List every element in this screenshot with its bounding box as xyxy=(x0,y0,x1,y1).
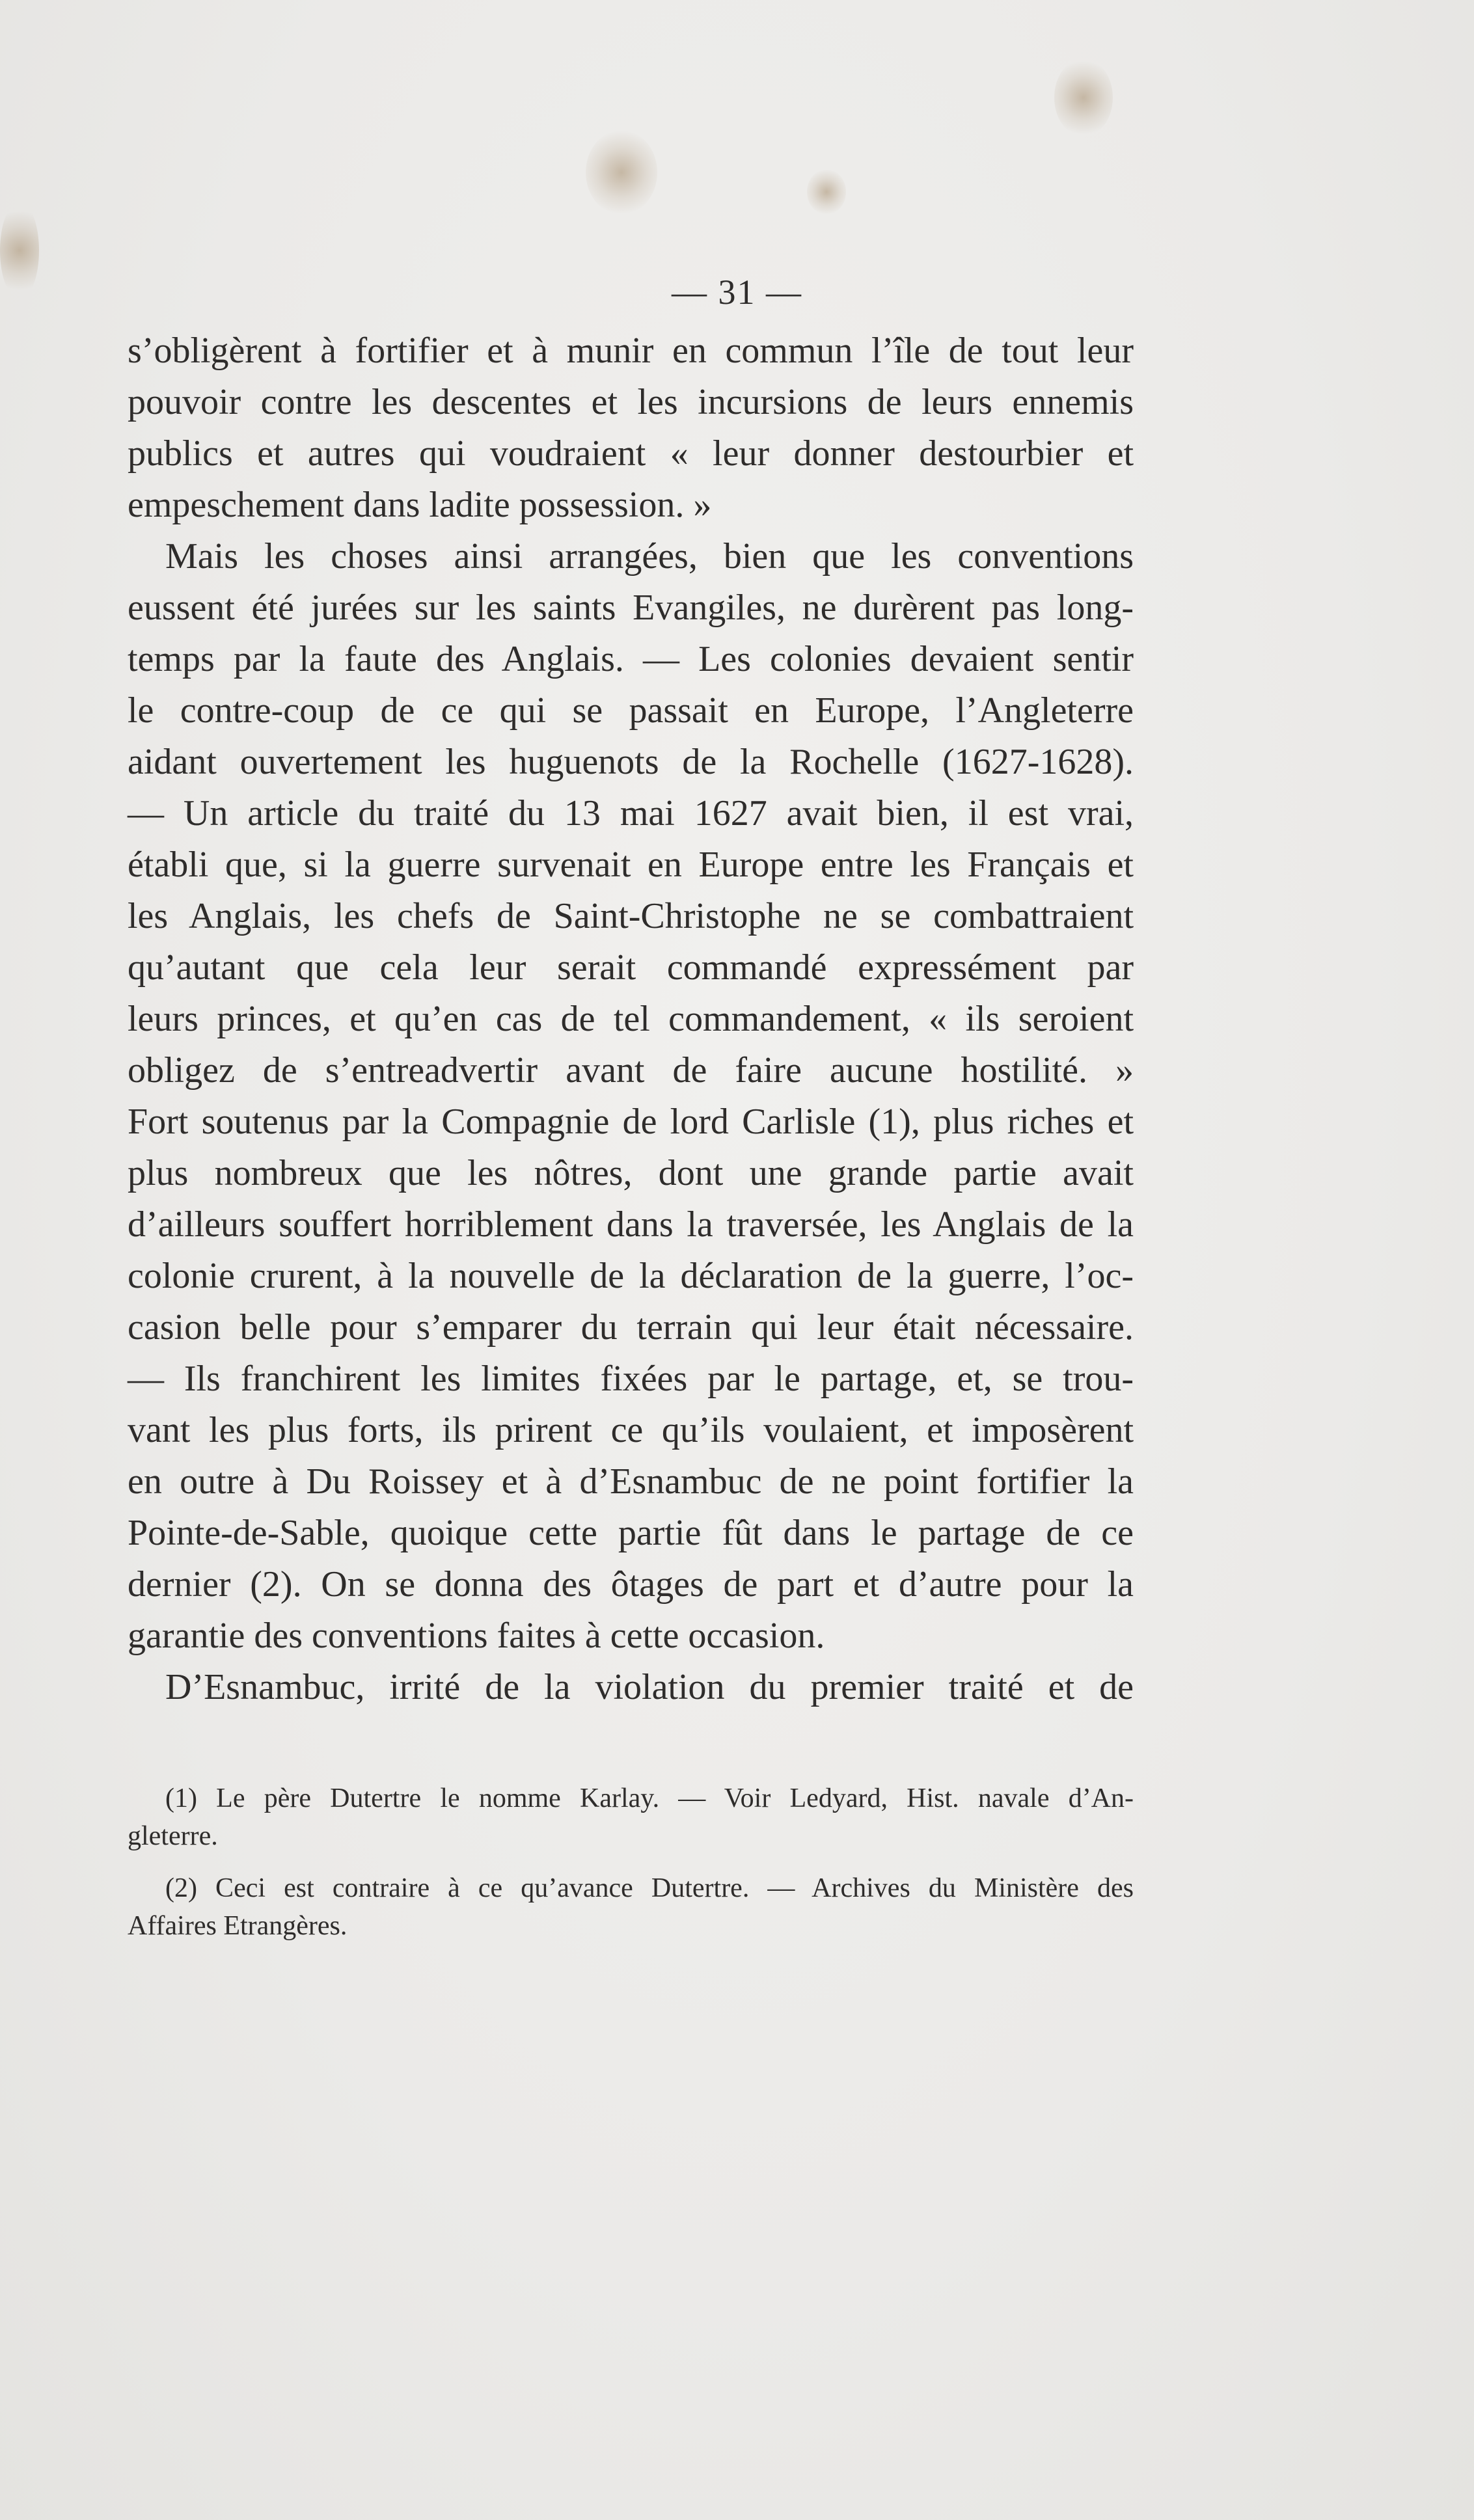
text-line: dernier (2). On se donna des ôtages de part et d’autre pour la xyxy=(128,1564,1134,1605)
text-line: D’Esnambuc, irrité de la violation du premier traité et de xyxy=(165,1667,1134,1707)
foxing-stain xyxy=(807,169,846,215)
foxing-stain xyxy=(1054,59,1113,137)
footnotes xyxy=(128,1780,1134,1945)
foxing-stain xyxy=(586,130,657,215)
text-line: leurs princes, et qu’en cas de tel commandement, « ils seroient xyxy=(128,999,1134,1039)
text-line: Pointe-de-Sable, quoique cette partie fût dans le partage de ce xyxy=(128,1513,1134,1553)
text-line: qu’autant que cela leur serait commandé expressément par xyxy=(128,947,1134,988)
text-line: plus nombreux que les nôtres, dont une grande partie avait xyxy=(128,1153,1134,1193)
text-line: le contre-coup de ce qui se passait en Europe, l’Angleterre xyxy=(128,690,1134,731)
text-line: Mais les choses ainsi arrangées, bien que les conventions xyxy=(165,536,1134,576)
text-line: aidant ouvertement les huguenots de la Rochelle (1627-1628). xyxy=(128,742,1134,782)
text-line: — Un article du traité du 13 mai 1627 avait bien, il est vrai, xyxy=(128,793,1134,833)
text-line: Fort soutenus par la Compagnie de lord Carlisle (1), plus riches et xyxy=(128,1102,1134,1142)
text-line: temps par la faute des Anglais. — Les colonies devaient sentir xyxy=(128,639,1134,679)
footnote-line: (1) Le père Dutertre le nomme Karlay. — Voir Ledyard, Hist. navale d’An- xyxy=(165,1783,1134,1813)
text-line: établi que, si la guerre survenait en Europe entre les Français et xyxy=(128,845,1134,885)
footnote-line: (2) Ceci est contraire à ce qu’avance Dutertre. — Archives du Ministère des xyxy=(165,1873,1134,1903)
footnote-line: gleterre. xyxy=(128,1821,218,1851)
page-number: — 31 — xyxy=(672,273,802,312)
text-line: publics et autres qui voudraient « leur donner destourbier et xyxy=(128,433,1134,474)
text-line: d’ailleurs souffert horriblement dans la traversée, les Anglais de la xyxy=(128,1204,1134,1245)
text-line: vant les plus forts, ils prirent ce qu’ils voulaient, et imposèrent xyxy=(128,1410,1134,1450)
footnote-line: Affaires Etrangères. xyxy=(128,1911,348,1941)
text-line: s’obligèrent à fortifier et à munir en commun l’île de tout leur xyxy=(128,331,1134,371)
text-line: obligez de s’entreadvertir avant de faire aucune hostilité. » xyxy=(128,1050,1134,1091)
text-line: eussent été jurées sur les saints Evangiles, ne durèrent pas long- xyxy=(128,588,1134,628)
footnote-gap xyxy=(128,1855,1134,1869)
text-line: les Anglais, les chefs de Saint-Christophe ne se combattraient xyxy=(128,896,1134,936)
text-line: — Ils franchirent les limites fixées par le partage, et, se trou- xyxy=(128,1359,1134,1399)
text-line: en outre à Du Roissey et à d’Esnambuc de ne point fortifier la xyxy=(128,1461,1134,1502)
text-line: pouvoir contre les descentes et les incursions de leurs ennemis xyxy=(128,382,1134,422)
body-text xyxy=(128,325,1134,1713)
text-line: colonie crurent, à la nouvelle de la déclaration de la guerre, l’oc- xyxy=(128,1256,1134,1296)
text-line: casion belle pour s’emparer du terrain qui leur était nécessaire. xyxy=(128,1307,1134,1348)
text-line: garantie des conventions faites à cette occasion. xyxy=(128,1616,825,1656)
text-line: empeschement dans ladite possession. » xyxy=(128,485,712,525)
